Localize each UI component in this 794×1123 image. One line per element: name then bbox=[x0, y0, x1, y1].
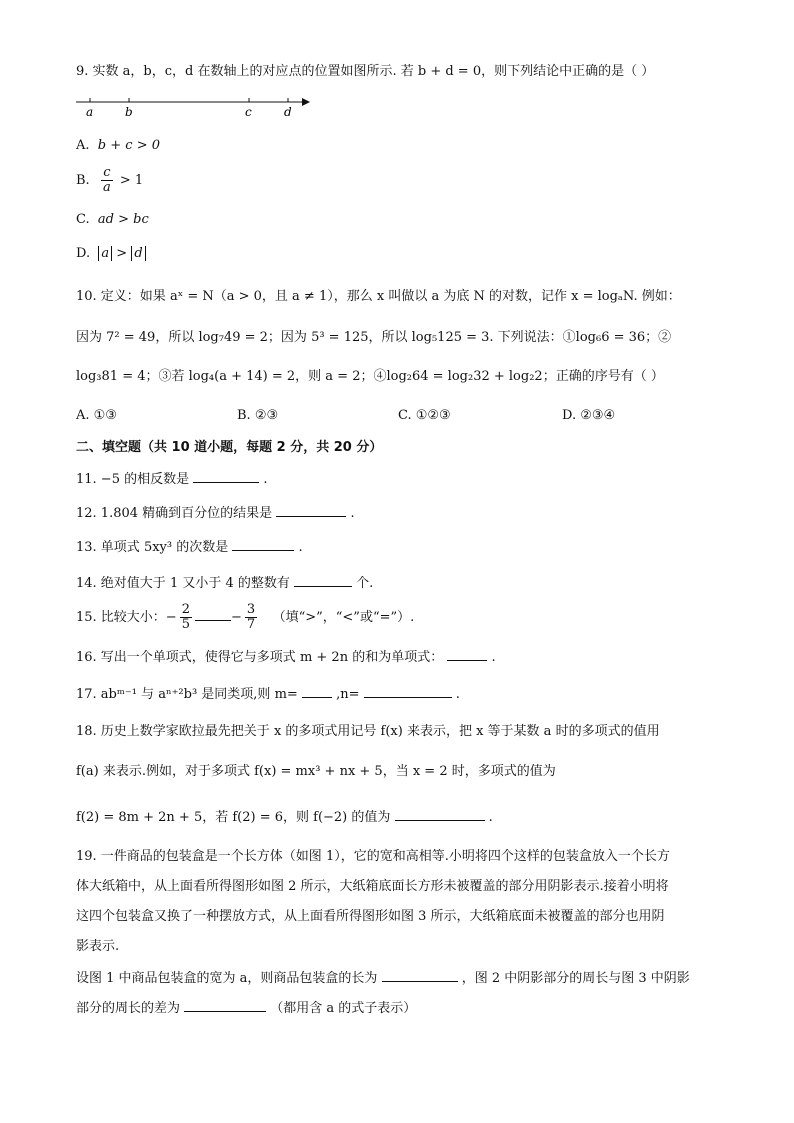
q14-text: 14. 绝对值大于 1 又小于 4 的整数有 bbox=[76, 576, 290, 591]
q15-fraction-1-num: 2 bbox=[181, 602, 190, 617]
q19-line-5-text: 设图 1 中商品包装盒的宽为 a，则商品包装盒的长为 bbox=[76, 971, 378, 986]
q12-answer-blank[interactable] bbox=[276, 502, 346, 517]
q9-option-a-label: A. bbox=[76, 138, 90, 153]
q18-line-3-text: f(2) = 8m + 2n + 5，若 f(2) = 6，则 f(−2) 的值为 bbox=[76, 810, 391, 825]
q17-mid: ,n= bbox=[336, 687, 360, 702]
q9-option-b-numerator: c bbox=[101, 166, 113, 181]
q15-fraction-1-den: 5 bbox=[181, 617, 190, 632]
q19-line-6 bbox=[76, 997, 416, 1019]
q10-option-d[interactable]: D. ②③④ bbox=[562, 408, 616, 423]
q9-option-a-text: b + c > 0 bbox=[97, 138, 160, 153]
section-2-title: 二、填空题（共 10 道小题，每题 2 分，共 20 分） bbox=[76, 440, 383, 455]
q9-option-b-fraction bbox=[101, 166, 113, 195]
q9-option-d-label: D. bbox=[76, 246, 91, 261]
q11-text: 11. −5 的相反数是 bbox=[76, 472, 190, 487]
q18-line-3 bbox=[76, 806, 493, 828]
q11-answer-blank[interactable] bbox=[193, 468, 259, 483]
q9-option-c-label: C. bbox=[76, 212, 90, 227]
q9-option-c-text: ad > bc bbox=[97, 212, 149, 227]
q15 bbox=[76, 600, 414, 636]
q15-fraction-2-den: 7 bbox=[246, 617, 256, 632]
q19-line-5 bbox=[76, 967, 690, 989]
q15-fraction-1 bbox=[180, 603, 192, 632]
q9-option-b-rest: > 1 bbox=[119, 173, 144, 188]
q19-line-3: 这四个包装盒又换了一种摆放方式，从上面看所得图形如图 3 所示，大纸箱底面未被覆盖的部分也用阴 bbox=[76, 909, 665, 924]
q9-option-d-right: d bbox=[131, 246, 145, 261]
q12-text: 12. 1.804 精确到百分位的结果是 bbox=[76, 506, 273, 521]
q17-m-blank[interactable] bbox=[302, 683, 332, 698]
q12-post: . bbox=[350, 506, 355, 521]
q19-difference-blank[interactable] bbox=[184, 997, 266, 1012]
q17 bbox=[76, 683, 460, 705]
q17-n-blank[interactable] bbox=[364, 683, 452, 698]
q9-stem: 9. 实数 a，b，c，d 在数轴上的对应点的位置如图所示. 若 b + d = 0，则下列结论中正确的是（ ） bbox=[76, 64, 655, 79]
q13-answer-blank[interactable] bbox=[232, 536, 294, 551]
q13-text: 13. 单项式 5xy³ 的次数是 bbox=[76, 540, 229, 555]
q19-line-5-post: ，图 2 中阴影部分的周长与图 3 中阴影 bbox=[461, 971, 690, 986]
q19-line-4: 影表示. bbox=[76, 939, 120, 954]
q19-line-6-post: （都用含 a 的式子表示） bbox=[270, 1001, 417, 1016]
q15-answer-blank[interactable] bbox=[195, 606, 231, 621]
q9-option-d-left: a bbox=[98, 246, 112, 261]
q18-answer-blank[interactable] bbox=[395, 806, 485, 821]
q15-text: 15. 比较大小：− bbox=[76, 610, 177, 625]
q10-line-3: log₃81 = 4；③若 log₄(a + 14) = 2，则 a = 2；④log₂64 = log₂32 + log₂2；正确的序号有（ ） bbox=[76, 369, 664, 384]
q15-fraction-2-num: 3 bbox=[246, 602, 256, 617]
q17-post: . bbox=[455, 687, 460, 702]
q13 bbox=[76, 536, 303, 558]
q10-option-a[interactable]: A. ①③ bbox=[76, 408, 117, 423]
number-line bbox=[74, 92, 314, 122]
q9-option-d[interactable] bbox=[76, 244, 146, 264]
q14-answer-blank[interactable] bbox=[294, 572, 352, 587]
q19-line-6-text: 部分的周长的差为 bbox=[76, 1001, 181, 1016]
label-d: d bbox=[284, 105, 292, 119]
q14-post: 个. bbox=[356, 576, 374, 591]
q9-option-b[interactable] bbox=[76, 166, 143, 196]
q18-line-3-post: . bbox=[488, 810, 493, 825]
label-a: a bbox=[86, 105, 94, 119]
q10-option-c[interactable]: C. ①②③ bbox=[398, 408, 451, 423]
q18-line-1: 18. 历史上数学家欧拉最先把关于 x 的多项式用记号 f(x) 来表示，把 x 等于某数 a 时的多项式的值用 bbox=[76, 724, 660, 739]
q16-post: . bbox=[491, 650, 496, 665]
q9-option-d-mid: > bbox=[116, 246, 128, 261]
q12 bbox=[76, 502, 355, 524]
q15-mid: − bbox=[230, 610, 242, 625]
q11-post: . bbox=[263, 472, 268, 487]
q19-line-1: 19. 一件商品的包装盒是一个长方体（如图 1），它的宽和高相等.小明将四个这样的包装盒放入一个长方 bbox=[76, 849, 670, 864]
q10-line-2: 因为 7² = 49，所以 log₇49 = 2；因为 5³ = 125，所以 log₅125 = 3. 下列说法：①log₆6 = 36；② bbox=[76, 330, 672, 345]
q16 bbox=[76, 646, 496, 668]
q14 bbox=[76, 572, 373, 594]
q16-answer-blank[interactable] bbox=[447, 646, 487, 661]
q16-text: 16. 写出一个单项式，使得它与多项式 m + 2n 的和为单项式： bbox=[76, 650, 444, 665]
q18-line-2: f(a) 来表示.例如，对于多项式 f(x) = mx³ + nx + 5，当 x = 2 时，多项式的值为 bbox=[76, 764, 556, 779]
q10-option-b[interactable]: B. ②③ bbox=[237, 408, 279, 423]
q9-option-c[interactable] bbox=[76, 210, 149, 230]
q19-length-blank[interactable] bbox=[382, 967, 458, 982]
q10-line-1: 10. 定义：如果 aˣ = N（a > 0，且 a ≠ 1），那么 x 叫做以 a 为底 N 的对数，记作 x = logₐN. 例如： bbox=[76, 289, 681, 304]
q15-fraction-2 bbox=[245, 603, 257, 632]
label-c: c bbox=[245, 105, 252, 119]
q13-post: . bbox=[298, 540, 303, 555]
q9-option-b-label: B. bbox=[76, 173, 90, 188]
label-b: b bbox=[125, 105, 133, 119]
q19-line-2: 体大纸箱中，从上面看所得图形如图 2 所示，大纸箱底面长方形未被覆盖的部分用阴影表示.接着小明将 bbox=[76, 879, 669, 894]
q9-option-a[interactable] bbox=[76, 136, 160, 156]
q17-text: 17. abᵐ⁻¹ 与 aⁿ⁺²b³ 是同类项,则 m= bbox=[76, 687, 298, 702]
number-line-arrow bbox=[302, 98, 310, 106]
q15-post: （填“>”，“<”或“=”）. bbox=[272, 610, 415, 625]
q9-option-b-denominator: a bbox=[102, 180, 111, 195]
q11 bbox=[76, 468, 268, 490]
